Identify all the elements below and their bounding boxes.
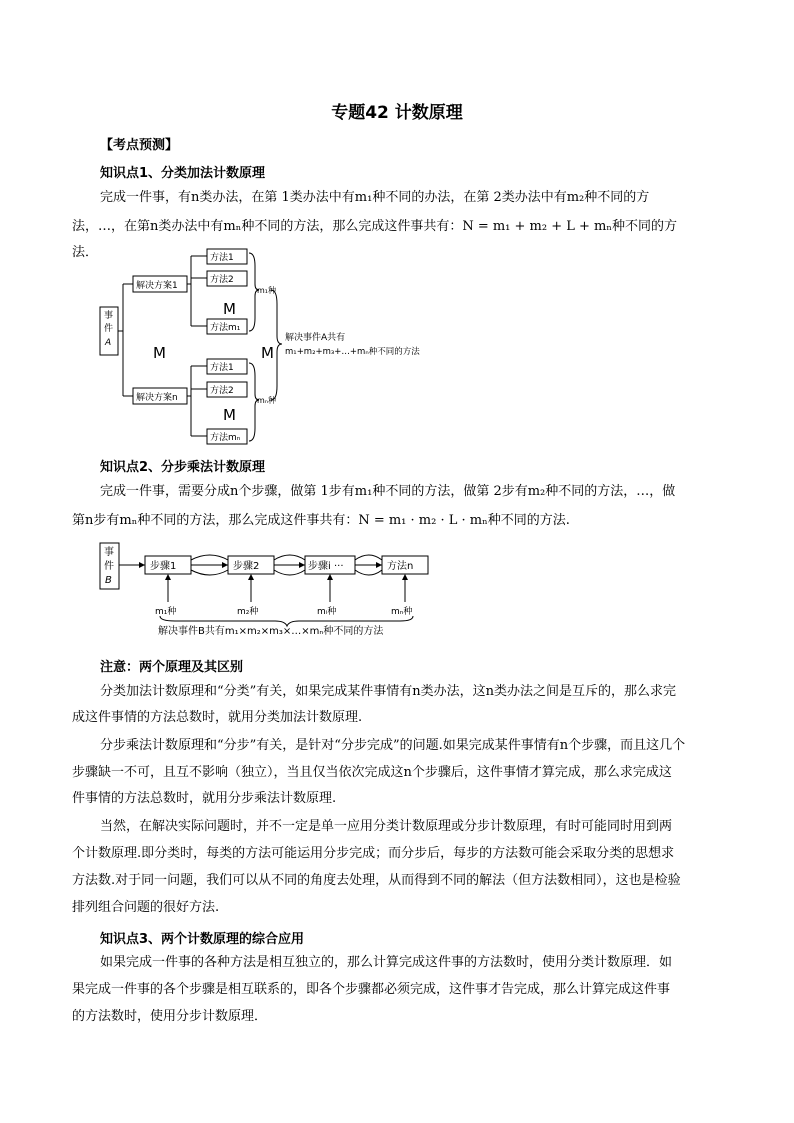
note-para2-line2: 步骤缺一不可，且互不影响（独立），当且仅当依次完成这n个步骤后，这件事情才算完成，那么求完成这 xyxy=(72,765,672,780)
note-para2-line1: 分步乘法计数原理和“分步”有关，是针对“分步完成”的问题.如果完成某件事情有n个步骤，而且这几个 xyxy=(100,738,686,753)
k2-line2: 第n步有mₙ种不同的方法，那么完成这件事共有：N = m₁ · m₂ · L · mₙ种不同的方法. xyxy=(72,513,570,528)
result-line2: m₁+m₂+m₃+…+mₙ种不同的方法 xyxy=(285,347,420,357)
k2-kind: m₂种 xyxy=(237,607,259,617)
result-line1: 解决事件A共有 xyxy=(285,333,346,343)
m1-kind-label: m₁种 xyxy=(257,286,276,295)
k3-line3: 的方法数时，使用分步计数原理． xyxy=(72,1009,268,1024)
ki-kind: mᵢ种 xyxy=(317,607,337,617)
note-para3-line3: 方法数.对于同一问题，我们可以从不同的角度去处理，从而得到不同的解法（但方法数相同），这也是检验 xyxy=(72,873,681,888)
note-para3-line4: 排列组合问题的很好方法. xyxy=(72,900,220,915)
method2-label: 方法2 xyxy=(210,275,234,285)
method1b-label: 方法1 xyxy=(210,363,234,373)
note-para1-line2: 成这件事情的方法总数时，就用分类加法计数原理. xyxy=(72,710,363,725)
event-b-char2: 件 xyxy=(104,561,114,572)
k1-line1: 完成一件事，有n类办法，在第 1类办法中有m₁种不同的办法，在第 2类办法中有m₂种不同的方 xyxy=(100,190,650,205)
plan1-label: 解决方案1 xyxy=(136,281,178,291)
event-b-char3: B xyxy=(105,575,112,586)
k2-line1: 完成一件事，需要分成n个步骤，做第 1步有m₁种不同的方法，做第 2步有m₂种不同的方法，…，做 xyxy=(100,484,676,499)
event-a-char1: 事 xyxy=(104,311,114,321)
mn-kind-label: mₙ种 xyxy=(257,396,276,405)
k1-line2: 法，…，在第n类办法中有mₙ种不同的方法，那么完成这件事共有：N = m₁ + m₂ + L + mₙ种不同的方法． xyxy=(72,219,677,260)
method-mn-label: 方法mₙ xyxy=(210,433,241,443)
step2-label: 步骤2 xyxy=(233,561,260,572)
k3-line2: 果完成一件事的各个步骤是相互联系的，即各个步骤都必须完成，这件事才告完成，那么计算完成这件事 xyxy=(72,982,671,997)
note-heading: 注意：两个原理及其区别 xyxy=(100,660,244,675)
note-para1-line1: 分类加法计数原理和“分类”有关，如果完成某件事情有n类办法，这n类办法之间是互斥的，那么求完 xyxy=(100,684,677,699)
addition-principle-diagram xyxy=(95,246,455,446)
k3-line1: 如果完成一件事的各种方法是相互独立的，那么计算完成这件事的方法数时，使用分类计数原理．如 xyxy=(100,955,673,970)
kn-kind: mₙ种 xyxy=(391,607,413,617)
k1-heading: 知识点1、分类加法计数原理 xyxy=(100,166,266,181)
note-para3-line2: 个计数原理.即分类时，每类的方法可能运用分步完成；而分步后，每步的方法数可能会采取分类的思想求 xyxy=(72,846,675,861)
event-a-char3: A xyxy=(105,338,112,348)
vdots-3: M xyxy=(261,344,274,362)
event-a-char2: 件 xyxy=(104,324,114,334)
k3-heading: 知识点3、两个计数原理的综合应用 xyxy=(100,932,305,947)
page-title: 专题42 计数原理 xyxy=(331,103,463,123)
method-m1-label: 方法m₁ xyxy=(210,323,241,333)
method1-label: 方法1 xyxy=(210,253,234,263)
vdots-4: M xyxy=(223,406,236,424)
diagram2-result: 解决事件B共有m₁×m₂×m₃×…×mₙ种不同的方法 xyxy=(158,626,384,637)
stepn-label: 方法n xyxy=(387,561,414,572)
stepi-label: 步骤i ··· xyxy=(308,561,344,572)
event-b-char1: 事 xyxy=(104,547,114,558)
step1-label: 步骤1 xyxy=(150,561,177,572)
forecast-heading: 【考点预测】 xyxy=(100,138,179,153)
vdots-2: M xyxy=(153,344,166,362)
vdots-1: M xyxy=(223,300,236,318)
multiplication-principle-diagram xyxy=(95,540,435,640)
k1-kind: m₁种 xyxy=(155,607,177,617)
note-para3-line1: 当然，在解决实际问题时，并不一定是单一应用分类计数原理或分步计数原理，有时可能同时用到两 xyxy=(100,819,673,834)
plann-label: 解决方案n xyxy=(136,393,178,403)
k2-heading: 知识点2、分步乘法计数原理 xyxy=(100,460,266,475)
note-para2-line3: 件事情的方法总数时，就用分步乘法计数原理. xyxy=(72,791,337,806)
method2b-label: 方法2 xyxy=(210,386,234,396)
